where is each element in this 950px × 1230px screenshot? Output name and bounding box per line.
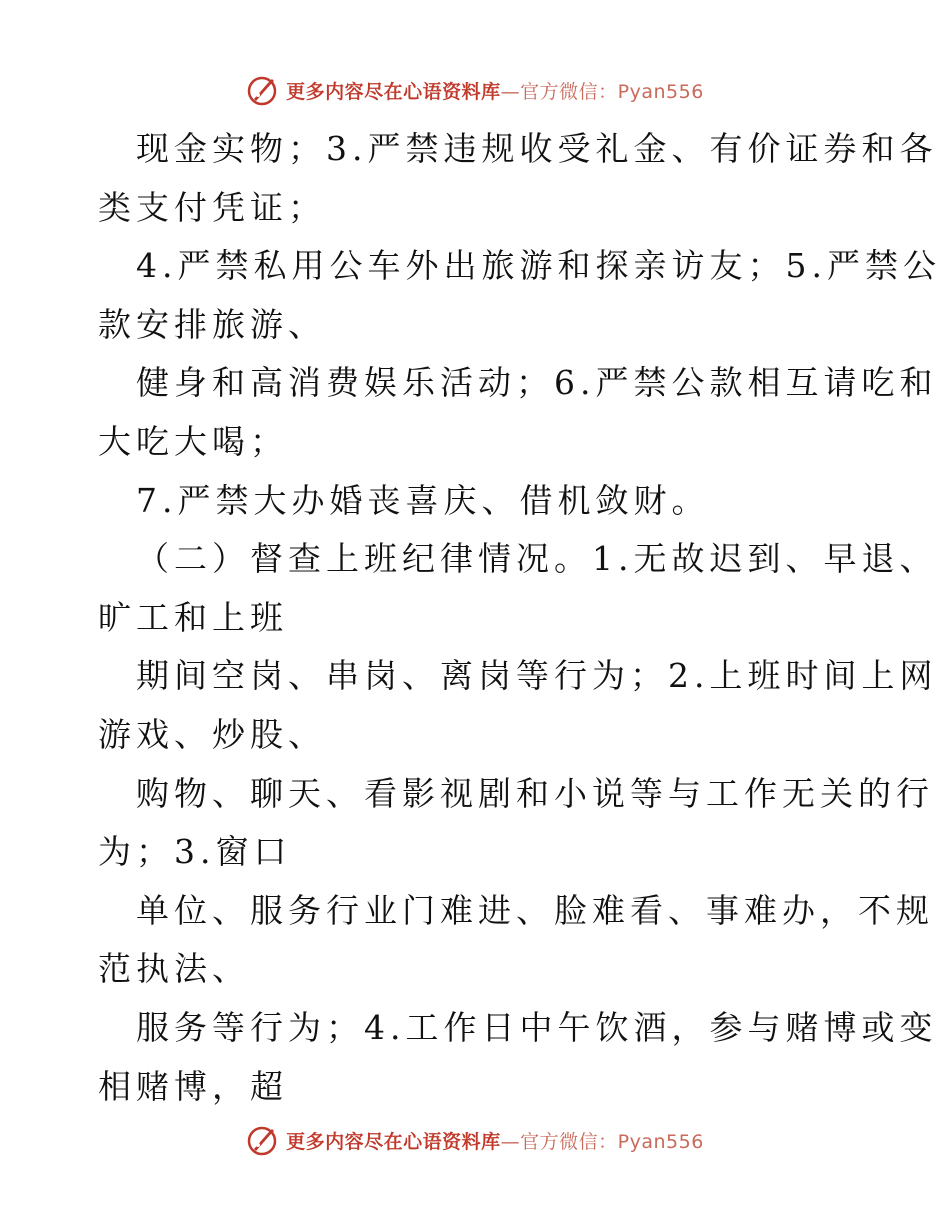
pen-logo-icon [246,73,280,107]
text-line: 现金实物；3.严禁违规收受礼金、有价证券和各 [136,129,938,168]
text-line: 单位、服务行业门难进、脸难看、事难办，不规 [136,890,934,930]
text-line: 相赌博，超 [98,1066,288,1106]
document-body [98,120,941,1116]
watermark-brand: 更多内容尽在心语资料库 [286,80,501,103]
text-line: 游戏、炒股、 [98,714,326,754]
text-line: 范执法、 [98,949,250,989]
pen-logo-icon [246,1123,280,1157]
watermark-suffix: 官方微信：Pyan556 [520,1130,704,1153]
footer-watermark [0,1120,950,1160]
header-watermark [0,70,950,110]
text-line: 健身和高消费娱乐活动；6.严禁公款相互请吃和 [136,363,938,403]
watermark-brand: 更多内容尽在心语资料库 [286,1130,501,1153]
text-line: 款安排旅游、 [98,304,326,344]
watermark-text [286,1127,704,1154]
text-line: 为；3.窗口 [98,832,292,872]
text-line: 4.严禁私用公车外出旅游和探亲访友；5.严禁公 [136,246,941,286]
text-line: 大吃大喝； [98,421,288,461]
watermark-text [286,77,704,104]
text-line: 7.严禁大办婚丧喜庆、借机敛财。 [136,480,710,520]
text-line: 服务等行为；4.工作日中午饮酒，参与赌博或变 [136,1007,938,1047]
watermark-separator: — [500,80,521,103]
text-line: 期间空岗、串岗、离岗等行为；2.上班时间上网 [136,656,938,696]
text-line: 旷工和上班 [98,597,288,637]
watermark-separator: — [500,1130,521,1153]
text-line: 类支付凭证； [98,187,326,227]
watermark-suffix: 官方微信：Pyan556 [520,80,704,103]
text-line: 购物、聊天、看影视剧和小说等与工作无关的行 [136,773,934,813]
text-line: （二）督查上班纪律情况。1.无故迟到、早退、 [136,539,938,579]
